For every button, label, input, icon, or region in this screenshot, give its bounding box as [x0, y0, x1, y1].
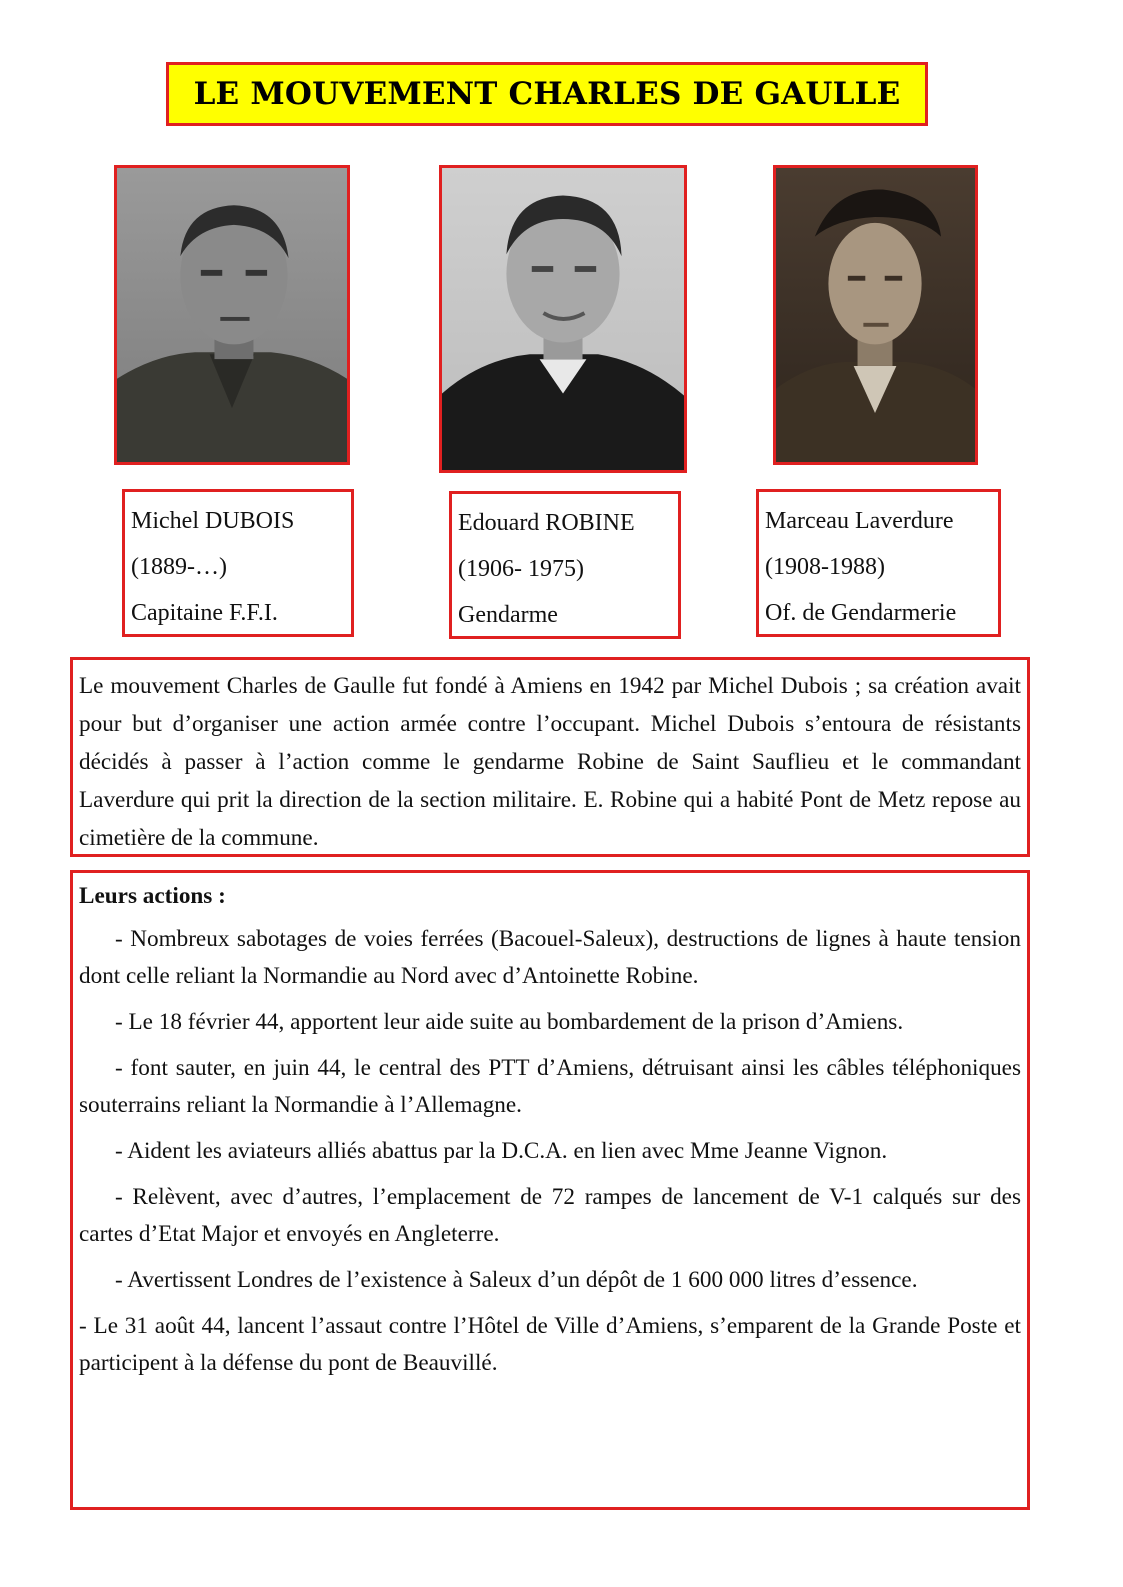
- action-item: - Relèvent, avec d’autres, l’emplacement de 72 rampes de lancement de V-1 calqués sur des cartes d’Etat Major et envoyés en Angleterre.: [79, 1184, 1021, 1247]
- person-role: Gendarme: [458, 602, 558, 628]
- person-name: Michel DUBOIS: [131, 508, 295, 534]
- action-item: - Le 31 août 44, lancent l’assaut contre l’Hôtel de Ville d’Amiens, s’emparent de la Grande Poste et participent à la défense du pont de Beauvillé.: [79, 1313, 1021, 1376]
- action-item: - Aident les aviateurs alliés abattus par la D.C.A. en lien avec Mme Jeanne Vignon.: [115, 1138, 888, 1164]
- title-banner: [166, 62, 928, 126]
- person-name: Marceau Laverdure: [765, 508, 954, 534]
- action-item: - Avertissent Londres de l’existence à Saleux d’un dépôt de 1 600 000 litres d’essence.: [115, 1267, 918, 1293]
- portrait-photo-dubois: [114, 165, 350, 465]
- action-item: - font sauter, en juin 44, le central des PTT d’Amiens, détruisant ainsi les câbles téléphoniques souterrains reliant la Normandie à l’Allemagne.: [79, 1055, 1021, 1118]
- person-name: Edouard ROBINE: [458, 510, 635, 536]
- intro-box: [70, 657, 1030, 857]
- person-role: Capitaine F.F.I.: [131, 600, 278, 626]
- action-item: - Le 18 février 44, apportent leur aide suite au bombardement de la prison d’Amiens.: [115, 1009, 904, 1035]
- person-dates: (1906- 1975): [458, 556, 584, 582]
- caption-robine: [449, 491, 681, 639]
- action-item: - Nombreux sabotages de voies ferrées (Bacouel-Saleux), destructions de lignes à haute tension dont celle reliant la Normandie au Nord avec d’Antoinette Robine.: [79, 926, 1021, 989]
- caption-dubois: [122, 489, 354, 637]
- person-dates: (1889-…): [131, 554, 227, 580]
- page-title: LE MOUVEMENT CHARLES DE GAULLE: [193, 76, 901, 112]
- person-dates: (1908-1988): [765, 554, 885, 580]
- person-role: Of. de Gendarmerie: [765, 600, 957, 626]
- portrait-photo-robine: [439, 165, 687, 473]
- actions-box: [70, 870, 1030, 1510]
- intro-text: Le mouvement Charles de Gaulle fut fondé à Amiens en 1942 par Michel Dubois ; sa création avait pour but d’organiser une action armée contre l’occupant. Michel Dubois s’entoura de résistants décidés à passer à l’action comme le gendarme Robine de Saint Sauflieu et le commandant Laverdure qui prit la direction de la section militaire. E. Robine qui a habité Pont de Metz repose au cimetière de la commune.: [79, 673, 1021, 851]
- portrait-photo-laverdure: [773, 165, 978, 465]
- caption-laverdure: [756, 489, 1001, 637]
- actions-heading: Leurs actions :: [79, 883, 226, 909]
